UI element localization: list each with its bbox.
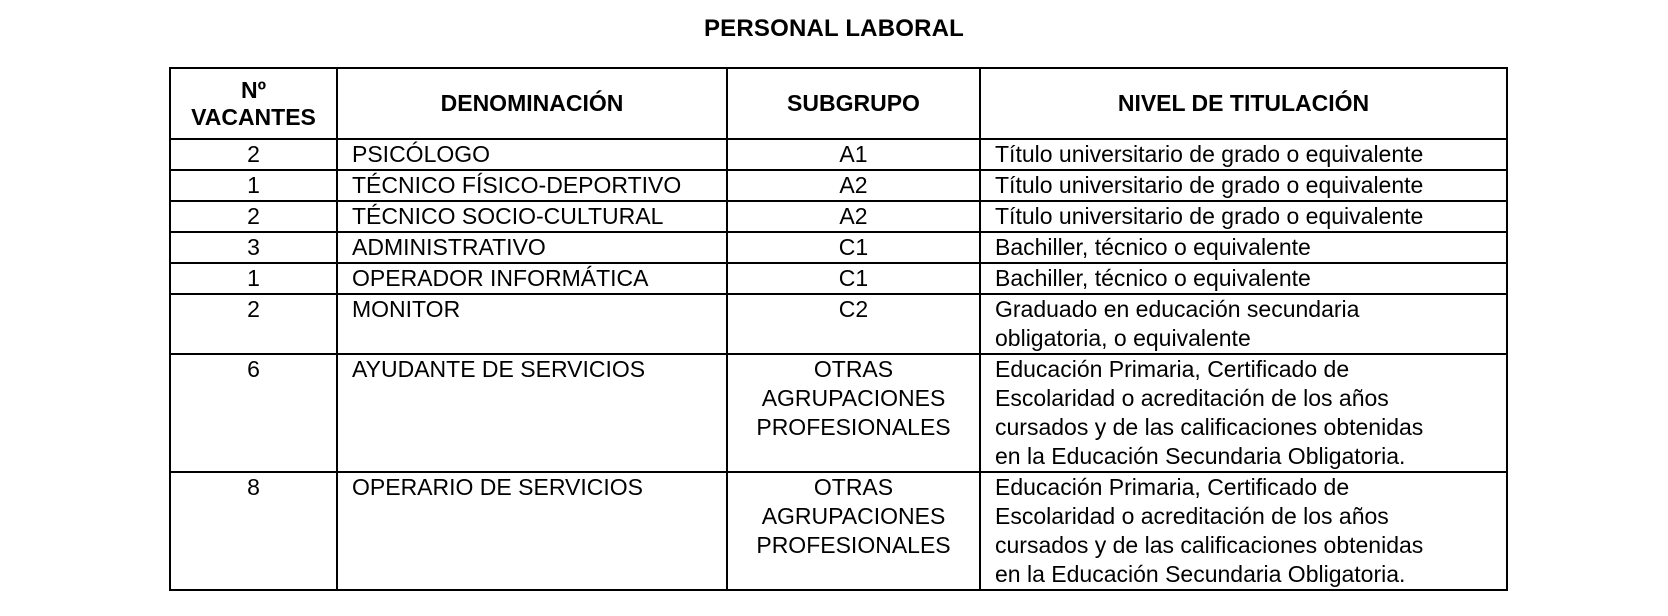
cell-subgrupo (727, 472, 980, 590)
nivel-line: obligatoria, o equivalente (995, 325, 1251, 351)
header-vacantes (170, 68, 337, 139)
header-vacantes-line1: Nº (240, 76, 266, 103)
cell-subgrupo: A1 (727, 139, 980, 170)
nivel-line: Educación Primaria, Certificado de (995, 356, 1350, 382)
cell-subgrupo: A2 (727, 170, 980, 201)
cell-nivel: Bachiller, técnico o equivalente (980, 232, 1507, 263)
nivel-line: cursados y de las calificaciones obtenidas (995, 532, 1424, 558)
nivel-line: Educación Primaria, Certificado de (995, 474, 1350, 500)
cell-nivel (980, 472, 1507, 590)
cell-subgrupo: C1 (727, 263, 980, 294)
cell-denominacion: OPERADOR INFORMÁTICA (337, 263, 727, 294)
nivel-line: cursados y de las calificaciones obtenidas (995, 414, 1424, 440)
cell-vacantes: 2 (170, 201, 337, 232)
cell-vacantes: 2 (170, 294, 337, 354)
cell-subgrupo: C1 (727, 232, 980, 263)
cell-denominacion: ADMINISTRATIVO (337, 232, 727, 263)
cell-subgrupo: C2 (727, 294, 980, 354)
subgrupo-line: PROFESIONALES (756, 532, 951, 558)
cell-denominacion: TÉCNICO FÍSICO-DEPORTIVO (337, 170, 727, 201)
cell-denominacion: PSICÓLOGO (337, 139, 727, 170)
cell-subgrupo: A2 (727, 201, 980, 232)
table-row (170, 170, 1507, 201)
table-row (170, 201, 1507, 232)
page-title: PERSONAL LABORAL (703, 15, 965, 42)
nivel-line: en la Educación Secundaria Obligatoria. (995, 443, 1406, 469)
cell-nivel: Título universitario de grado o equivalente (980, 201, 1507, 232)
cell-vacantes: 1 (170, 170, 337, 201)
nivel-line: Graduado en educación secundaria (995, 296, 1360, 322)
cell-denominacion: OPERARIO DE SERVICIOS (337, 472, 727, 590)
cell-subgrupo (727, 354, 980, 472)
header-vacantes-line2: VACANTES (191, 103, 316, 130)
cell-nivel (980, 354, 1507, 472)
nivel-line: Escolaridad o acreditación de los años (995, 503, 1389, 529)
header-nivel: NIVEL DE TITULACIÓN (980, 68, 1507, 139)
subgrupo-line: OTRAS (813, 356, 894, 382)
cell-denominacion: MONITOR (337, 294, 727, 354)
table-row (170, 354, 1507, 472)
cell-vacantes: 3 (170, 232, 337, 263)
cell-vacantes: 2 (170, 139, 337, 170)
subgrupo-line: AGRUPACIONES (761, 385, 946, 411)
subgrupo-line: PROFESIONALES (756, 414, 951, 440)
cell-nivel: Título universitario de grado o equivalente (980, 170, 1507, 201)
cell-vacantes: 6 (170, 354, 337, 472)
table-header-row (170, 68, 1507, 139)
cell-vacantes: 8 (170, 472, 337, 590)
cell-nivel (980, 294, 1507, 354)
cell-nivel: Título universitario de grado o equivalente (980, 139, 1507, 170)
nivel-line: Escolaridad o acreditación de los años (995, 385, 1389, 411)
table-row (170, 232, 1507, 263)
header-subgrupo: SUBGRUPO (727, 68, 980, 139)
table-row (170, 263, 1507, 294)
cell-vacantes: 1 (170, 263, 337, 294)
subgrupo-line: OTRAS (813, 474, 894, 500)
cell-denominacion: TÉCNICO SOCIO-CULTURAL (337, 201, 727, 232)
table-row (170, 294, 1507, 354)
header-denominacion: DENOMINACIÓN (337, 68, 727, 139)
cell-denominacion: AYUDANTE DE SERVICIOS (337, 354, 727, 472)
cell-nivel: Bachiller, técnico o equivalente (980, 263, 1507, 294)
staff-table (169, 67, 1508, 591)
table-row (170, 139, 1507, 170)
table-row (170, 472, 1507, 590)
subgrupo-line: AGRUPACIONES (761, 503, 946, 529)
nivel-line: en la Educación Secundaria Obligatoria. (995, 561, 1406, 587)
